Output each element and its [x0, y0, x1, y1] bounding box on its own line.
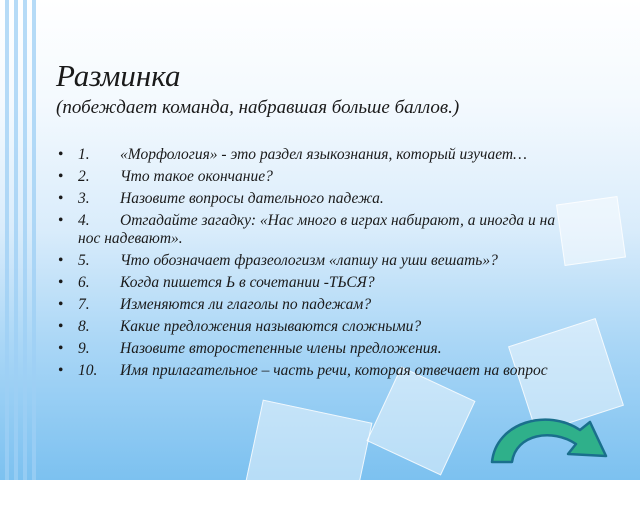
question-number: 9.	[78, 340, 90, 357]
question-item	[58, 274, 578, 292]
question-number: 3.	[78, 190, 90, 207]
left-decorative-stripes	[0, 0, 40, 480]
question-item	[58, 296, 578, 314]
decor-tile	[240, 400, 373, 532]
question-list	[58, 146, 578, 384]
slide-title: Разминка	[56, 58, 181, 93]
slide-subtitle: (побеждает команда, набравшая больше баллов.)	[56, 97, 460, 118]
question-text: Назовите вопросы дательного падежа.	[120, 190, 384, 207]
question-item	[58, 146, 578, 164]
question-number: 2.	[78, 168, 90, 185]
question-number: 6.	[78, 274, 90, 291]
question-item	[58, 168, 578, 186]
question-number: 4.	[78, 212, 90, 229]
question-item	[58, 362, 578, 380]
question-text: Что обозначает фразеологизм «лапшу на уши вешать»?	[120, 252, 498, 269]
question-item	[58, 190, 578, 208]
question-text: Назовите второстепенные члены предложения.	[120, 340, 442, 357]
question-number: 10.	[78, 362, 98, 379]
question-number: 8.	[78, 318, 90, 335]
question-text: Отгадайте загадку: «Нас много в играх набирают, а иногда и на нос надевают».	[78, 212, 556, 247]
question-text: Что такое окончание?	[120, 168, 273, 185]
question-text: Когда пишется Ь в сочетании -ТЬСЯ?	[120, 274, 375, 291]
question-text: Какие предложения называются сложными?	[120, 318, 422, 335]
question-text: «Морфология» - это раздел языкознания, который изучает…	[120, 146, 527, 163]
question-number: 1.	[78, 146, 90, 163]
question-item	[58, 340, 578, 358]
curved-arrow-icon[interactable]	[488, 404, 612, 466]
question-number: 5.	[78, 252, 90, 269]
question-text: Имя прилагательное – часть речи, которая отвечает на вопрос	[120, 362, 548, 379]
question-text: Изменяются ли глаголы по падежам?	[120, 296, 372, 313]
question-item	[58, 318, 578, 336]
question-number: 7.	[78, 296, 90, 313]
question-item	[58, 212, 578, 248]
question-item	[58, 252, 578, 270]
